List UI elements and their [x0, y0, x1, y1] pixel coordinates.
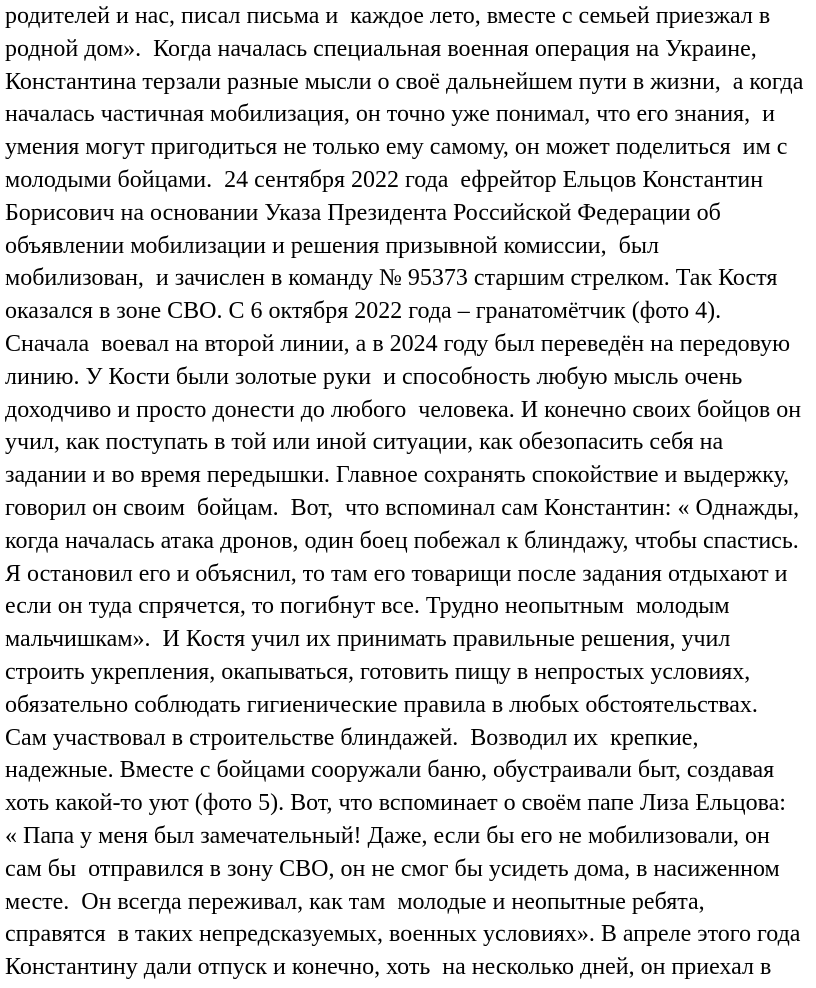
- text-line: умения могут пригодиться не только ему самому, он может поделиться им с: [5, 134, 788, 161]
- text-line: « Папа у меня был замечательный! Даже, если бы его не мобилизовали, он: [5, 823, 770, 849]
- text-line: обязательно соблюдать гигиенические правила в любых обстоятельствах.: [5, 691, 758, 718]
- text-line: сам бы отправился в зону СВО, он не смог бы усидеть дома, в насиженном: [5, 855, 780, 882]
- text-line: родителей и нас, писал письма и каждое лето, вместе с семьей приезжал в: [5, 3, 771, 29]
- text-line: оказался в зоне СВО. С 6 октября 2022 года – гранатомётчик (фото 4).: [5, 298, 722, 325]
- text-line: молодыми бойцами. 24 сентября 2022 года ефрейтор Ельцов Константин: [5, 167, 764, 193]
- text-line: месте. Он всегда переживал, как там молодые и неопытные ребята,: [5, 888, 705, 915]
- text-line: говорил он своим бойцам. Вот, что вспоминал сам Константин: « Однажды,: [5, 495, 800, 521]
- text-line: мобилизован, и зачислен в команду № 95373 старшим стрелком. Так Костя: [5, 265, 778, 292]
- text-line: линию. У Кости были золотые руки и способность любую мысль очень: [5, 363, 743, 390]
- text-line: задании и во время передышки. Главное сохранять спокойствие и выдержку,: [5, 462, 790, 489]
- text-line: когда началась атака дронов, один боец побежал к блиндажу, чтобы спастись.: [5, 527, 799, 554]
- text-line: хоть какой-то уют (фото 5). Вот, что вспоминает о своём папе Лиза Ельцова:: [5, 790, 786, 817]
- text-line: Константина терзали разные мысли о своё дальнейшем пути в жизни, а когда: [5, 68, 804, 95]
- text-line: началась частичная мобилизация, он точно уже понимал, что его знания, и: [5, 101, 775, 128]
- text-line: Сначала воевал на второй линии, а в 2024 году был переведён на передовую: [5, 331, 791, 357]
- text-line: мальчишкам». И Костя учил их принимать правильные решения, учил: [5, 626, 731, 653]
- text-line: учил, как поступать в той или иной ситуации, как обезопасить себя на: [5, 429, 724, 456]
- text-line: Константину дали отпуск и конечно, хоть на несколько дней, он приехал в: [5, 954, 772, 981]
- text-line: если он туда спрячется, то погибнут все. Трудно неопытным молодым: [5, 593, 730, 620]
- text-line: Я остановил его и объяснил, то там его товарищи после задания отдыхают и: [5, 560, 788, 587]
- text-line: Сам участвовал в строительстве блиндажей. Возводил их крепкие,: [5, 724, 699, 751]
- text-line: объявлении мобилизации и решения призывной комиссии, был: [5, 232, 659, 259]
- text-line: надежные. Вместе с бойцами сооружали баню, обустраивали быт, создавая: [5, 757, 775, 784]
- text-line: доходчиво и просто донести до любого человека. И конечно своих бойцов он: [5, 396, 802, 423]
- text-line: строить укрепления, окапываться, готовить пищу в непростых условиях,: [5, 659, 751, 685]
- text-line: родной дом». Когда началась специальная военная операция на Украине,: [5, 35, 757, 62]
- text-line: Борисович на основании Указа Президента Российской Федерации об: [5, 199, 721, 226]
- text-line: справятся в таких непредсказуемых, военных условиях». В апреле этого года: [5, 921, 801, 948]
